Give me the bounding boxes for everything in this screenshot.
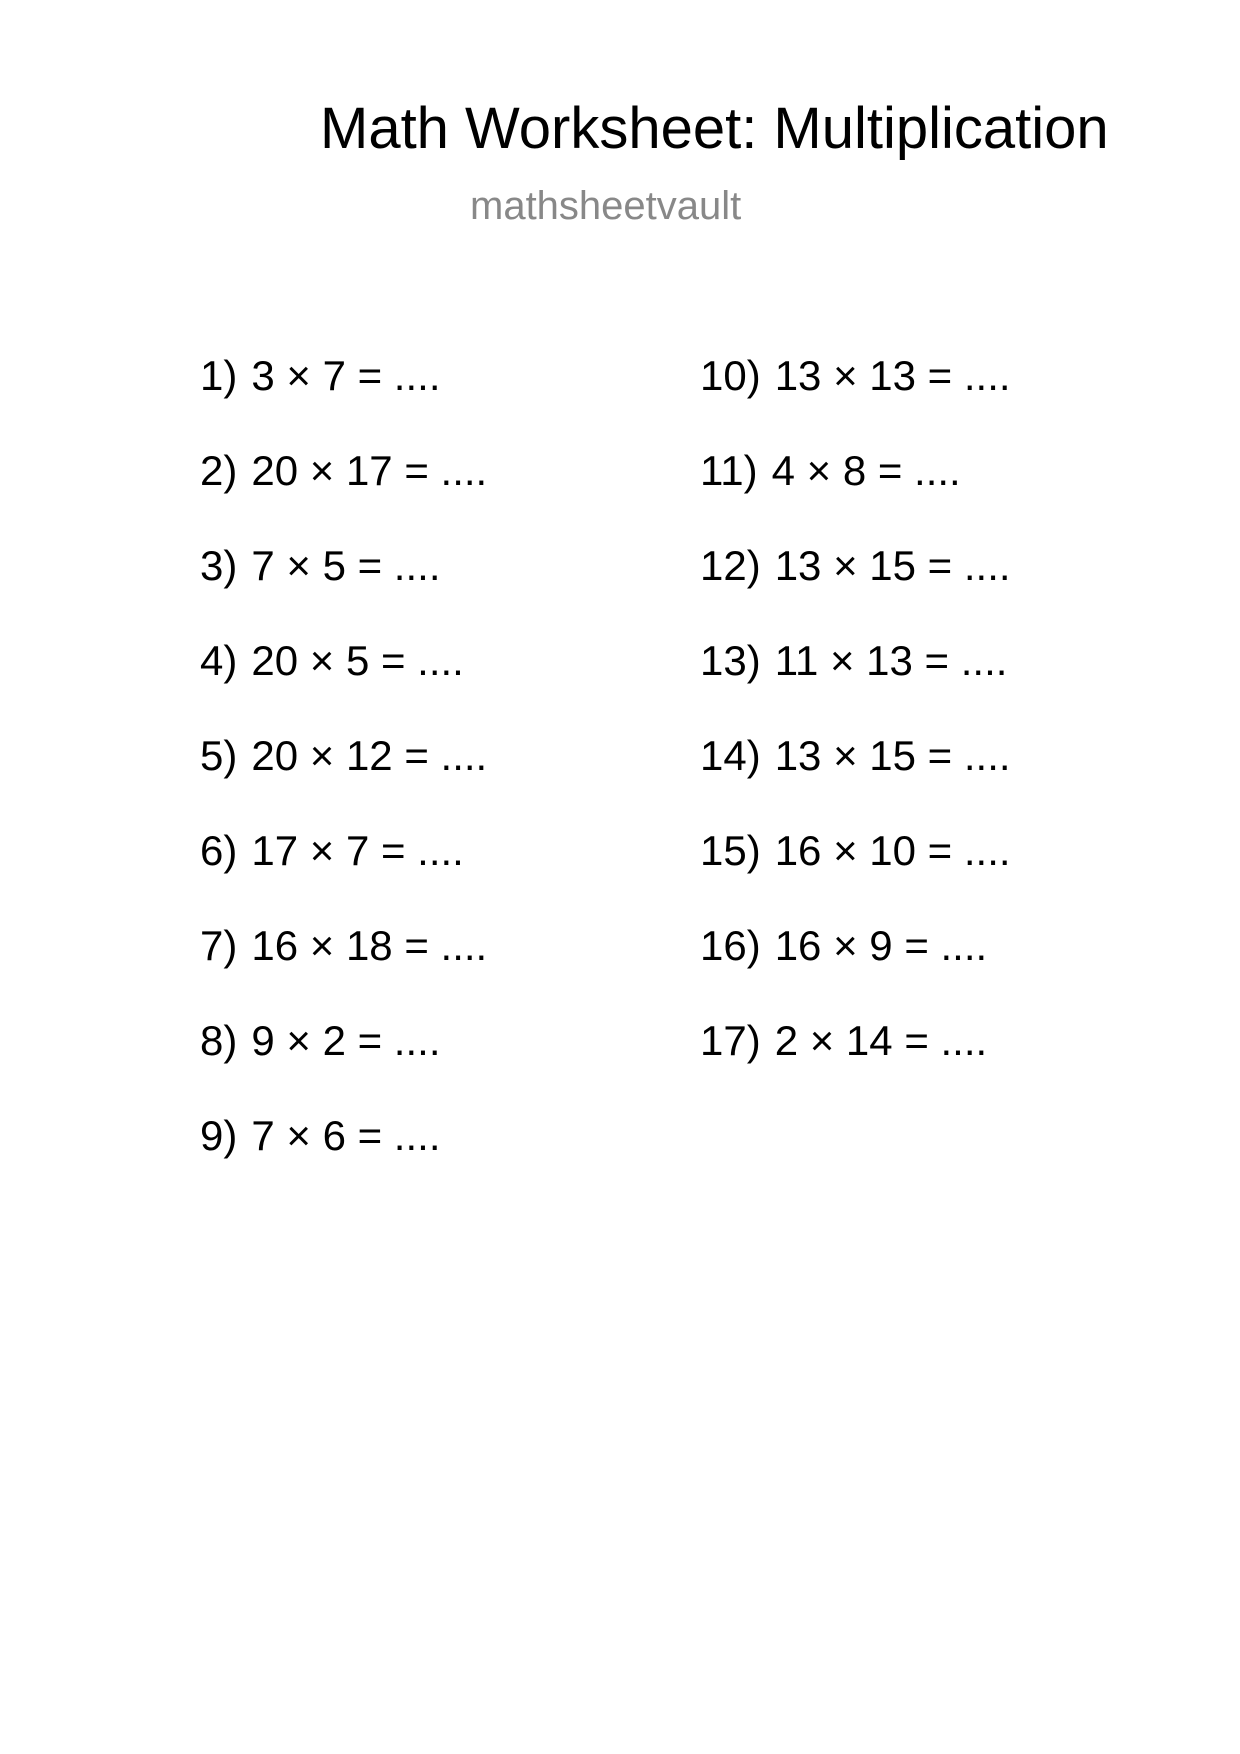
problem-expression: 17 × 7 = .... bbox=[251, 827, 464, 874]
problem-expression: 16 × 9 = .... bbox=[774, 922, 988, 969]
problem-item bbox=[200, 922, 488, 1020]
problem-item bbox=[700, 637, 1011, 735]
problem-expression: 4 × 8 = .... bbox=[771, 447, 961, 494]
problem-number: 15) bbox=[700, 827, 761, 874]
problem-expression: 13 × 13 = .... bbox=[774, 352, 1011, 399]
problem-item bbox=[200, 732, 488, 830]
problem-number: 10) bbox=[700, 352, 761, 399]
problems-left-column bbox=[200, 352, 488, 1210]
problem-number: 12) bbox=[700, 542, 761, 589]
problem-number: 1) bbox=[200, 352, 238, 399]
problem-number: 7) bbox=[200, 922, 238, 969]
problem-item bbox=[700, 1017, 1011, 1115]
problem-item bbox=[700, 542, 1011, 640]
problem-item bbox=[200, 447, 488, 545]
problem-number: 3) bbox=[200, 542, 238, 589]
problem-number: 8) bbox=[200, 1017, 238, 1064]
problem-expression: 16 × 18 = .... bbox=[251, 922, 488, 969]
worksheet-source: mathsheetvault bbox=[470, 184, 742, 228]
problem-number: 14) bbox=[700, 732, 761, 779]
problem-number: 16) bbox=[700, 922, 761, 969]
problem-item bbox=[700, 732, 1011, 830]
problem-item bbox=[700, 827, 1011, 925]
problem-expression: 13 × 15 = .... bbox=[774, 542, 1011, 589]
problem-expression: 11 × 13 = .... bbox=[774, 637, 1008, 684]
problem-item bbox=[200, 827, 487, 925]
problem-expression: 16 × 10 = .... bbox=[774, 827, 1011, 874]
problem-number: 5) bbox=[200, 732, 238, 779]
problem-number: 4) bbox=[200, 637, 238, 684]
problem-item bbox=[700, 447, 1011, 545]
problem-expression: 20 × 12 = .... bbox=[251, 732, 488, 779]
problem-expression: 9 × 2 = .... bbox=[251, 1017, 441, 1064]
problem-item bbox=[200, 542, 487, 640]
problem-number: 17) bbox=[700, 1017, 761, 1064]
worksheet-title: Math Worksheet: Multiplication bbox=[320, 96, 1109, 161]
problem-expression: 2 × 14 = .... bbox=[774, 1017, 988, 1064]
problem-number: 6) bbox=[200, 827, 238, 874]
problem-number: 9) bbox=[200, 1112, 238, 1159]
problem-expression: 3 × 7 = .... bbox=[251, 352, 441, 399]
problem-expression: 13 × 15 = .... bbox=[774, 732, 1011, 779]
problem-item bbox=[700, 922, 1011, 1020]
problem-number: 13) bbox=[700, 637, 761, 684]
problem-expression: 7 × 6 = .... bbox=[251, 1112, 441, 1159]
problem-expression: 20 × 17 = .... bbox=[251, 447, 488, 494]
problem-item bbox=[200, 1112, 487, 1210]
problems-right-column bbox=[700, 352, 1011, 1115]
problem-item bbox=[700, 352, 1011, 450]
problem-expression: 7 × 5 = .... bbox=[251, 542, 441, 589]
problem-number: 2) bbox=[200, 447, 238, 494]
problem-item bbox=[200, 637, 487, 735]
problem-item bbox=[200, 1017, 487, 1115]
problem-item bbox=[200, 352, 487, 450]
problem-number: 11) bbox=[700, 447, 758, 494]
problem-expression: 20 × 5 = .... bbox=[251, 637, 464, 684]
